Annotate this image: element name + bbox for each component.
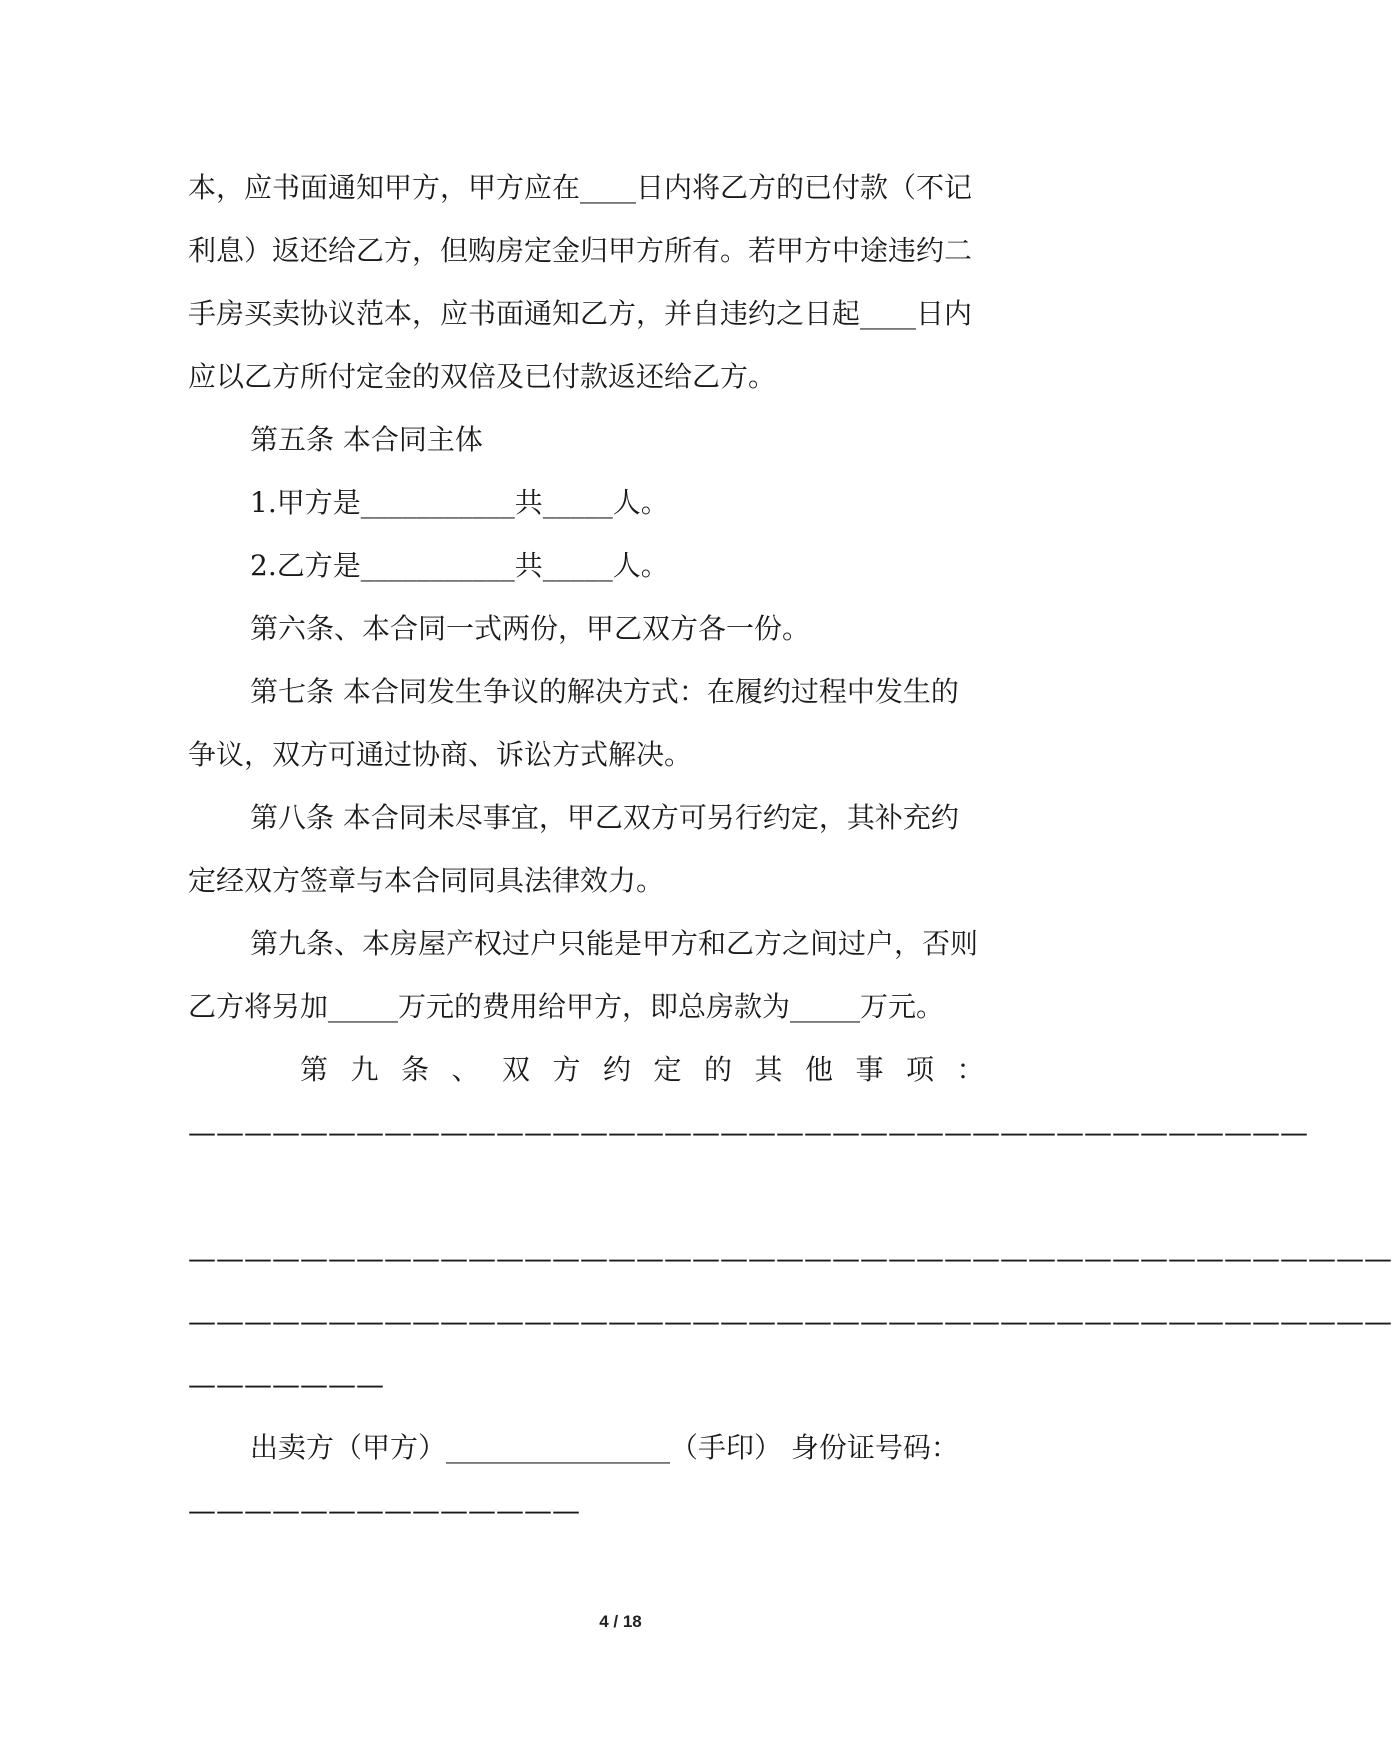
paragraph-line: 应以乙方所付定金的双倍及已付款返还给乙方。 xyxy=(188,360,777,393)
party-a-line: 1.甲方是___________共_____人。 xyxy=(250,486,669,519)
article-8-line: 第八条 本合同未尽事宜，甲乙双方可另行约定，其补充约 xyxy=(250,801,959,834)
article-5-heading: 第五条 本合同主体 xyxy=(250,423,483,456)
other-matters-heading: 第九条、双方约定的其他事项： xyxy=(300,1053,1008,1086)
fill-in-rule: ——————— xyxy=(188,1368,384,1401)
paragraph-line: 乙方将另加_____万元的费用给甲方，即总房款为_____万元。 xyxy=(188,990,945,1023)
article-7-line: 第七条 本合同发生争议的解决方式：在履约过程中发生的 xyxy=(250,675,959,708)
fill-in-rule: ———————————————————————————————————————— xyxy=(188,1116,1308,1149)
paragraph-line: 本，应书面通知甲方，甲方应在____日内将乙方的已付款（不记 xyxy=(188,171,973,204)
article-6-line: 第六条、本合同一式两份，甲乙双方各一份。 xyxy=(250,612,811,645)
document-body xyxy=(188,156,1392,1542)
blank-gap xyxy=(188,1164,1058,1227)
fill-in-rule: ——————————————————————————————————————————— xyxy=(188,1242,1392,1275)
seller-signature-line: 出卖方（甲方）________________（手印） 身份证号码： xyxy=(250,1431,959,1464)
id-number-rule: —————————————— xyxy=(188,1494,580,1527)
page-number: 4 / 18 xyxy=(599,1612,642,1631)
paragraph-line: 争议，双方可通过协商、诉讼方式解决。 xyxy=(188,738,693,771)
fill-in-rule: ——————————————————————————————————————————— xyxy=(188,1305,1392,1338)
paragraph-line: 手房买卖协议范本，应书面通知乙方，并自违约之日起____日内 xyxy=(188,297,973,330)
party-b-line: 2.乙方是___________共_____人。 xyxy=(250,549,669,582)
paragraph-line: 定经双方签章与本合同同具法律效力。 xyxy=(188,864,665,897)
paragraph-line: 利息）返还给乙方，但购房定金归甲方所有。若甲方中途违约二 xyxy=(188,234,973,267)
article-9-line: 第九条、本房屋产权过户只能是甲方和乙方之间过户，否则 xyxy=(250,927,979,960)
